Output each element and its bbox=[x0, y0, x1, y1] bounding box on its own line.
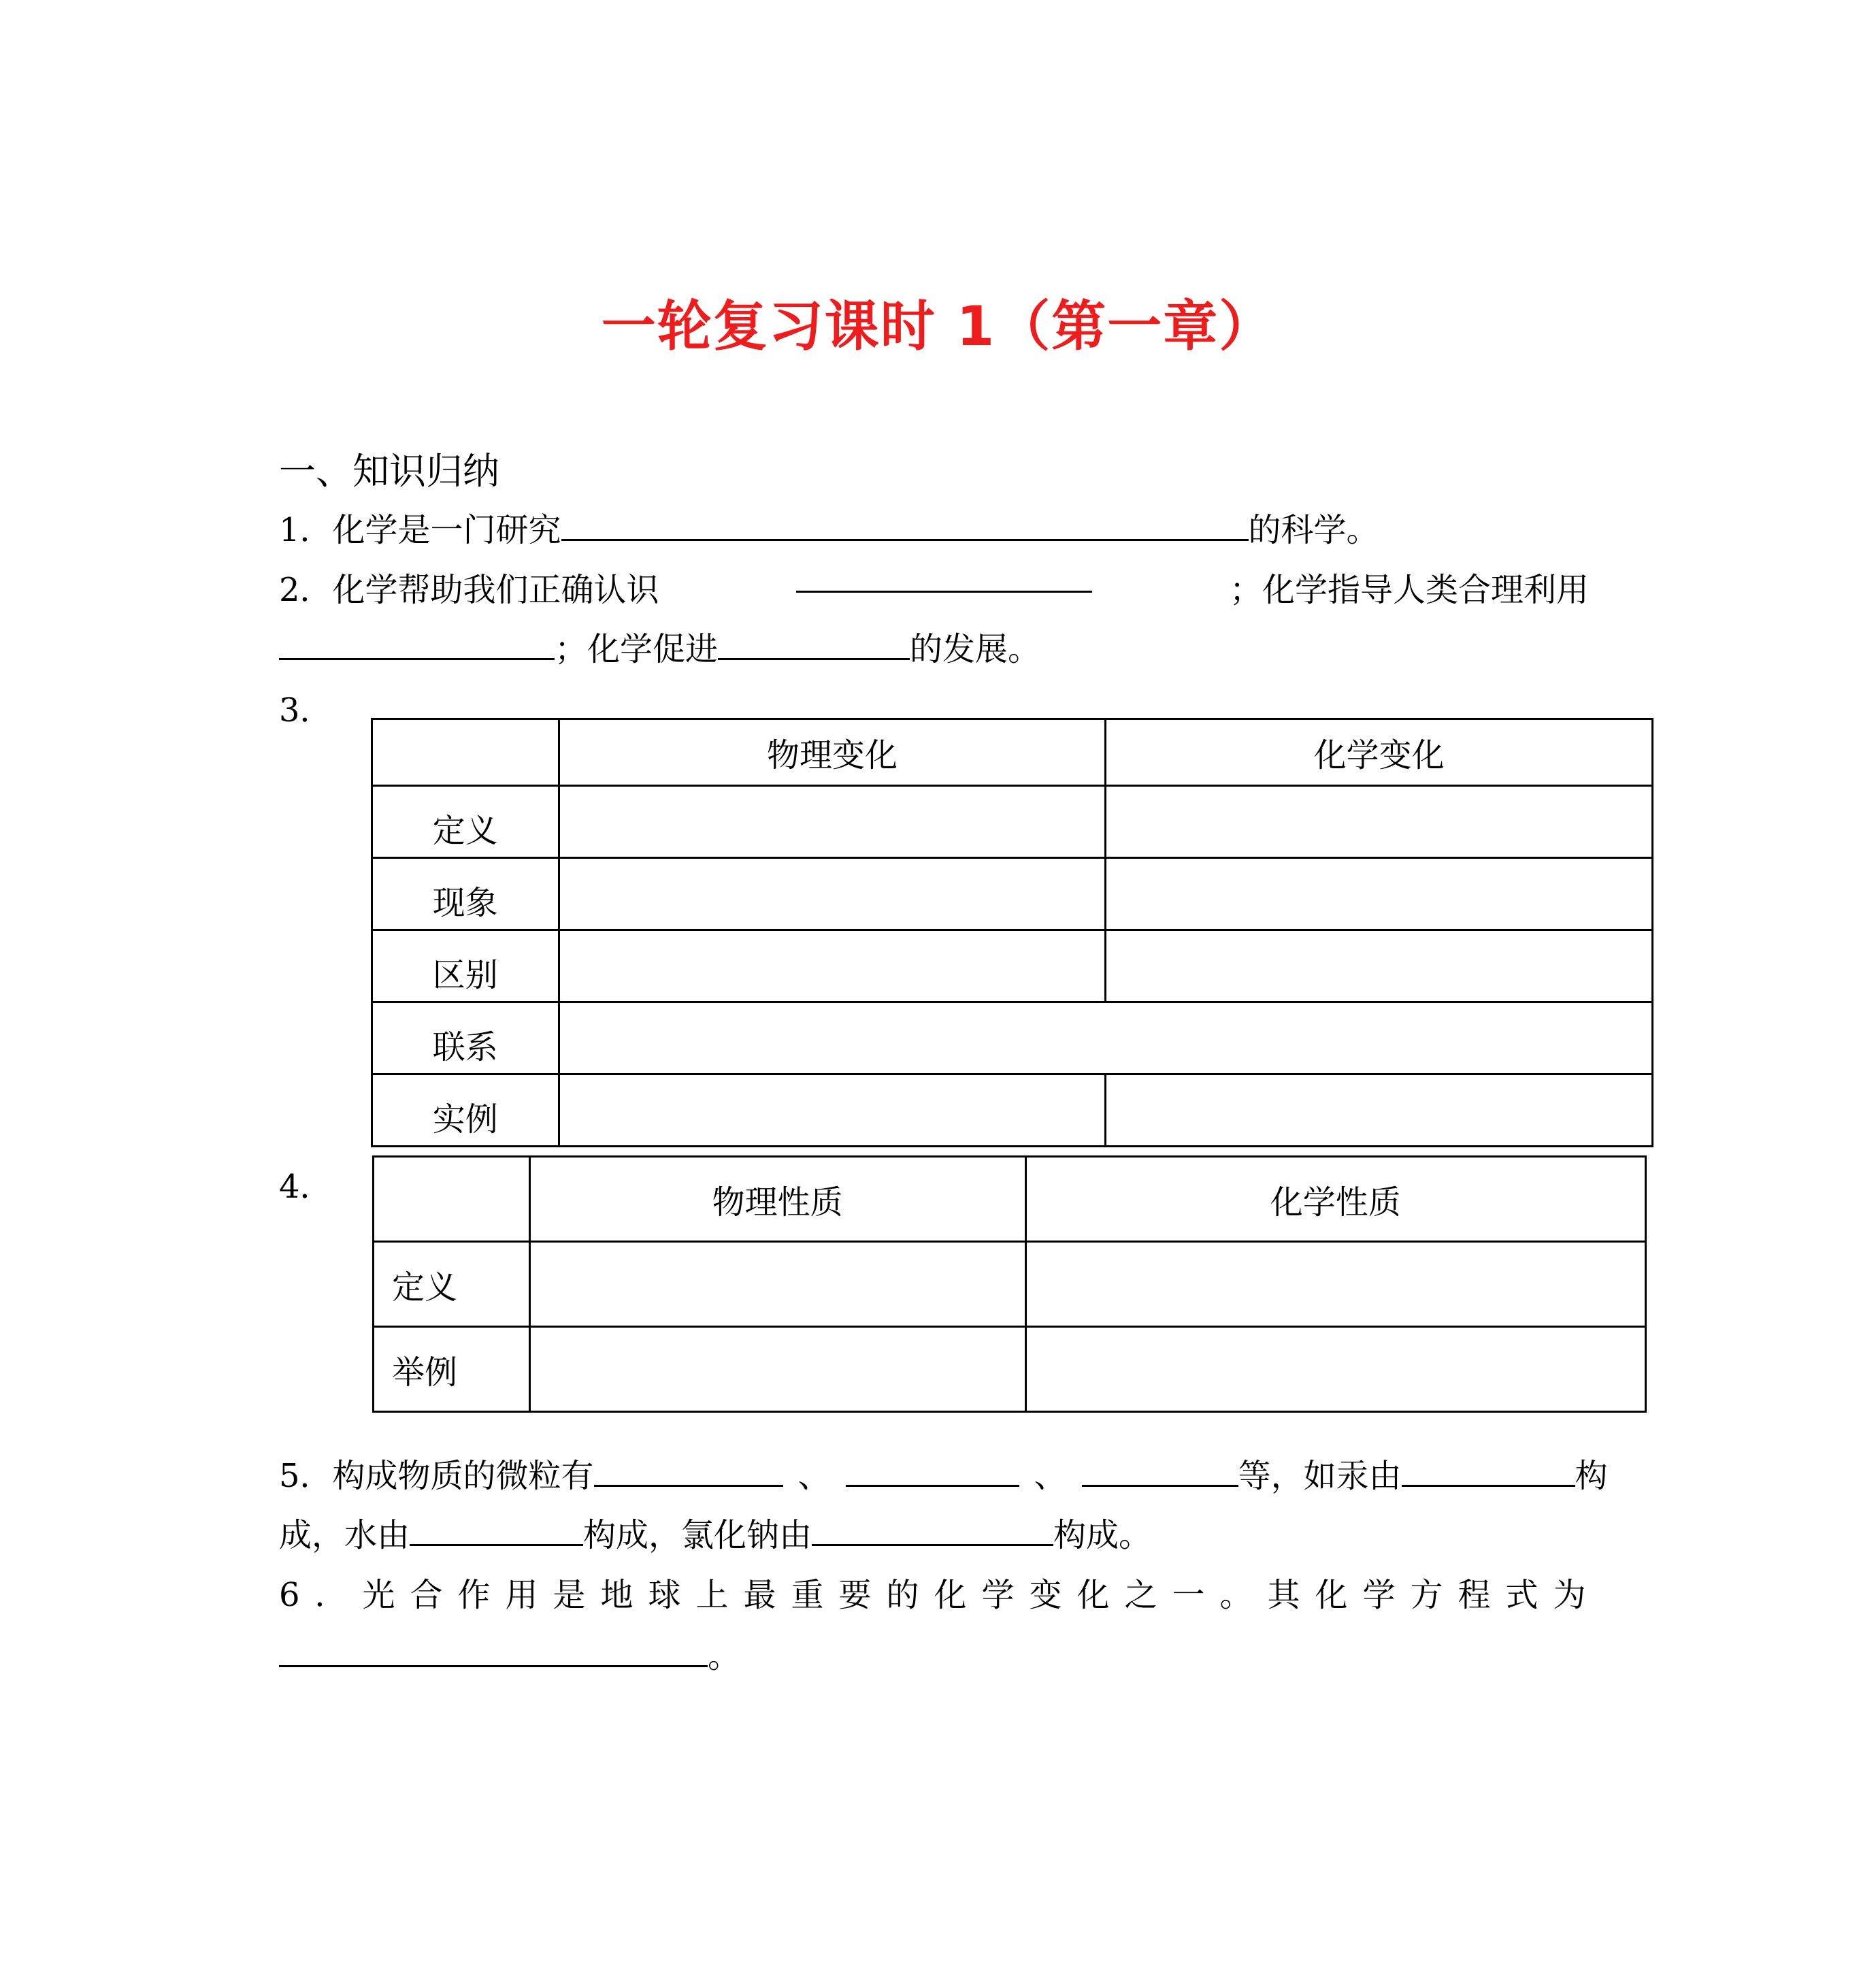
q1-text: 1．化学是一门研究 bbox=[279, 511, 561, 549]
table-header-row bbox=[374, 1157, 1646, 1242]
table-row bbox=[374, 1327, 1646, 1412]
q2-blank-2[interactable] bbox=[279, 631, 555, 660]
row-label: 现象 bbox=[372, 858, 559, 930]
q5-blank-4[interactable] bbox=[1402, 1458, 1575, 1487]
q6-text-end: 。 bbox=[708, 1637, 741, 1675]
question-5-line2 bbox=[279, 1509, 1151, 1556]
answer-cell[interactable] bbox=[1025, 1327, 1645, 1412]
question-1 bbox=[279, 504, 1379, 551]
answer-cell[interactable] bbox=[559, 1074, 1106, 1147]
table-header-cell: 化学变化 bbox=[1106, 719, 1653, 786]
q2-text-mid2: ；化学促进 bbox=[555, 630, 719, 668]
q5-blank-6[interactable] bbox=[812, 1517, 1053, 1546]
q5-text-end: 构成。 bbox=[1053, 1516, 1152, 1554]
q5-sep: 、 bbox=[1034, 1457, 1067, 1495]
q2-blank-3[interactable] bbox=[718, 631, 910, 660]
q5-text-2a: 成，水由 bbox=[279, 1516, 410, 1554]
property-table bbox=[372, 1155, 1647, 1413]
answer-cell[interactable] bbox=[529, 1327, 1025, 1412]
q6-blank[interactable] bbox=[279, 1638, 708, 1667]
answer-cell[interactable] bbox=[1106, 930, 1653, 1002]
q2-text: 2．化学帮助我们正确认识 bbox=[279, 571, 659, 609]
question-5-line1 bbox=[279, 1449, 1608, 1496]
q5-blank-3[interactable] bbox=[1082, 1458, 1238, 1487]
question-2-line1 bbox=[279, 563, 1589, 610]
answer-cell[interactable] bbox=[559, 930, 1106, 1002]
q5-blank-5[interactable] bbox=[410, 1517, 583, 1546]
table-row bbox=[372, 1074, 1653, 1147]
table-header-cell: 化学性质 bbox=[1025, 1157, 1645, 1242]
answer-cell[interactable] bbox=[559, 858, 1106, 930]
q1-text-end: 的科学。 bbox=[1248, 511, 1379, 549]
q5-blank-2[interactable] bbox=[846, 1458, 1019, 1487]
answer-cell[interactable] bbox=[1106, 786, 1653, 858]
q3-number: 3． bbox=[279, 691, 333, 729]
table-row bbox=[372, 858, 1653, 930]
q2-text-end: 的发展。 bbox=[910, 630, 1041, 668]
answer-cell[interactable] bbox=[1106, 1074, 1653, 1147]
answer-cell[interactable] bbox=[559, 1002, 1652, 1074]
table-header-cell: 物理性质 bbox=[529, 1157, 1025, 1242]
row-label: 定义 bbox=[372, 786, 559, 858]
question-6-line2 bbox=[279, 1630, 740, 1677]
page-title: 一轮复习课时 1（第一章） bbox=[601, 295, 1275, 358]
row-label: 举例 bbox=[374, 1327, 530, 1412]
table-header-cell: 物理变化 bbox=[559, 719, 1106, 786]
q4-number: 4． bbox=[279, 1168, 333, 1206]
question-6-line1 bbox=[279, 1569, 1601, 1615]
question-2-line2 bbox=[279, 623, 1040, 670]
answer-cell[interactable] bbox=[1025, 1242, 1645, 1327]
answer-cell[interactable] bbox=[1106, 858, 1653, 930]
table-row bbox=[374, 1242, 1646, 1327]
q5-text-2b: 构成，氯化钠由 bbox=[583, 1516, 812, 1554]
table-row bbox=[372, 930, 1653, 1002]
q5-text: 5．构成物质的微粒有 bbox=[279, 1457, 594, 1495]
q5-text-mid2: 构 bbox=[1575, 1457, 1608, 1495]
answer-cell[interactable] bbox=[529, 1242, 1025, 1327]
change-table bbox=[371, 718, 1653, 1147]
q5-blank-1[interactable] bbox=[594, 1458, 783, 1487]
table-row bbox=[372, 1002, 1653, 1074]
row-label: 区别 bbox=[372, 930, 559, 1002]
row-label: 联系 bbox=[372, 1002, 559, 1074]
q5-text-mid: 等，如汞由 bbox=[1238, 1457, 1402, 1495]
q6-text: 6．光合作用是地球上最重要的化学变化之一。其化学方程式为 bbox=[279, 1576, 1601, 1614]
q1-blank[interactable] bbox=[561, 512, 1249, 541]
section-heading: 一、知识归纳 bbox=[279, 450, 499, 493]
table-header-cell bbox=[374, 1157, 530, 1242]
row-label: 定义 bbox=[374, 1242, 530, 1327]
q2-blank-1[interactable] bbox=[796, 563, 1092, 593]
table-header-row bbox=[372, 719, 1653, 786]
row-label: 实例 bbox=[372, 1074, 559, 1147]
q5-sep: 、 bbox=[797, 1457, 831, 1495]
table-header-cell bbox=[372, 719, 559, 786]
answer-cell[interactable] bbox=[559, 786, 1106, 858]
table-row bbox=[372, 786, 1653, 858]
q2-text-mid: ；化学指导人类合理利用 bbox=[1229, 571, 1589, 609]
